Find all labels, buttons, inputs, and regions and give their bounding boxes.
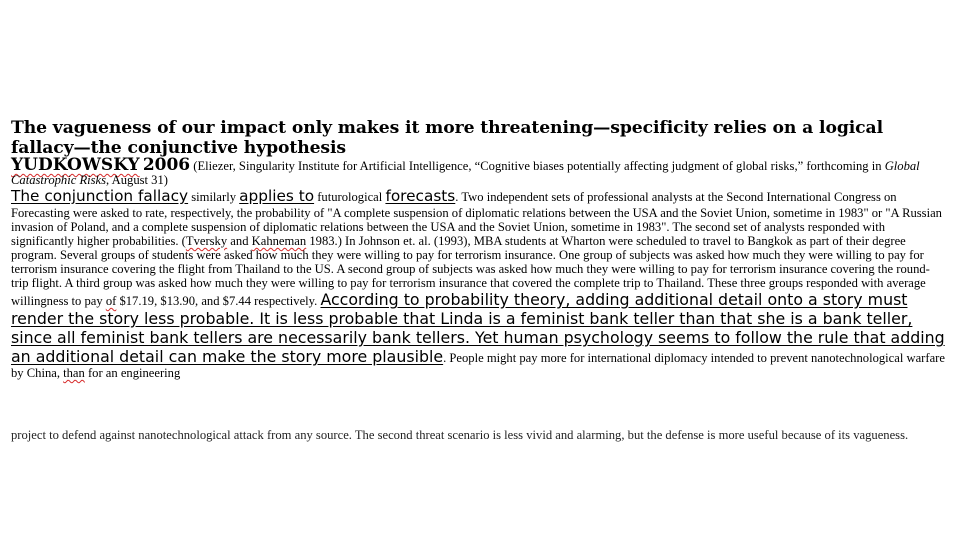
cite-details: (Eliezer, Singularity Institute for Artificial Intelligence, “Cognitive biases potentially affecting judgment of global risks,” forthcoming in	[193, 159, 885, 173]
citation	[11, 155, 947, 187]
cite-year: 2006	[142, 155, 191, 175]
cite-book-title: Global Catastrophic Risks	[11, 159, 920, 187]
underlined-text: The conjunction fallacy	[11, 187, 189, 205]
clipped-text-line: project to defend against nanotechnological attack from any source. The second threat scenario is less vivid and alarming, but the defense is more useful because of its vagueness.	[11, 428, 909, 442]
underlined-text: According to probability theory, adding additional detail onto a story must render the story less probable. It is less probable that Linda is a feminist bank teller than that she is a bank teller, since all feminist bank tellers are necessarily bank tellers. Yet human psychology seems to follow the rule that adding an additional detail can make the story more plausible	[11, 290, 945, 366]
spellcheck-word: Tversky	[185, 234, 228, 248]
spellcheck-word: Kahneman	[251, 234, 307, 248]
body-text: similarly	[188, 190, 240, 204]
body-text: and	[227, 234, 252, 248]
card-body	[11, 187, 947, 380]
card-heading: The vagueness of our impact only makes it more threatening—specificity relies on a logical fallacy—the conjunctive hypothesis	[11, 118, 884, 158]
underlined-text: applies to	[239, 187, 315, 205]
body-text: futurological	[314, 190, 386, 204]
body-text: $17.19, $13.90, and $7.44 respectively.	[116, 294, 321, 308]
spellcheck-word: of	[105, 294, 117, 308]
spellcheck-word: than	[63, 366, 85, 380]
cite-author: YUDKOWSKY	[11, 155, 140, 175]
cite-date: , August 31)	[106, 173, 168, 187]
body-text: for an engineering	[84, 366, 181, 380]
body-text: 1983.) In Johnson et. al. (1993), MBA students at Wharton were scheduled to travel to Bangkok as part of their degree program. Several groups of students were asked how much they were willing to pay for terrorism insurance. One group of subjects was asked how much they were willing to pay for terrorism insurance covering the flight from Thailand to the US. A second group of subjects was asked how much they were willing to pay for terrorism insurance covering the round-trip flight. A third group was asked how much they were willing to pay for terrorism insurance that covered the complete trip to Thailand. These three groups responded with average willingness to pay	[11, 234, 930, 308]
body-text: . People might pay more for international diplomacy intended to prevent nanotechnological warfare by China,	[11, 351, 945, 380]
body-text: . Two independent sets of professional analysts at the Second International Congress on Forecasting were asked to rate, respectively, the probability of "A complete suspension of diplomatic relations between the USA and the Soviet Union, sometime in 1983" or "A Russian invasion of Poland, and a complete suspension of diplomatic relations between the USA and the Soviet Union, sometime in 1983". The second set of analysts responded with significantly higher probabilities. (	[11, 190, 942, 248]
underlined-text: forecasts	[385, 187, 456, 205]
